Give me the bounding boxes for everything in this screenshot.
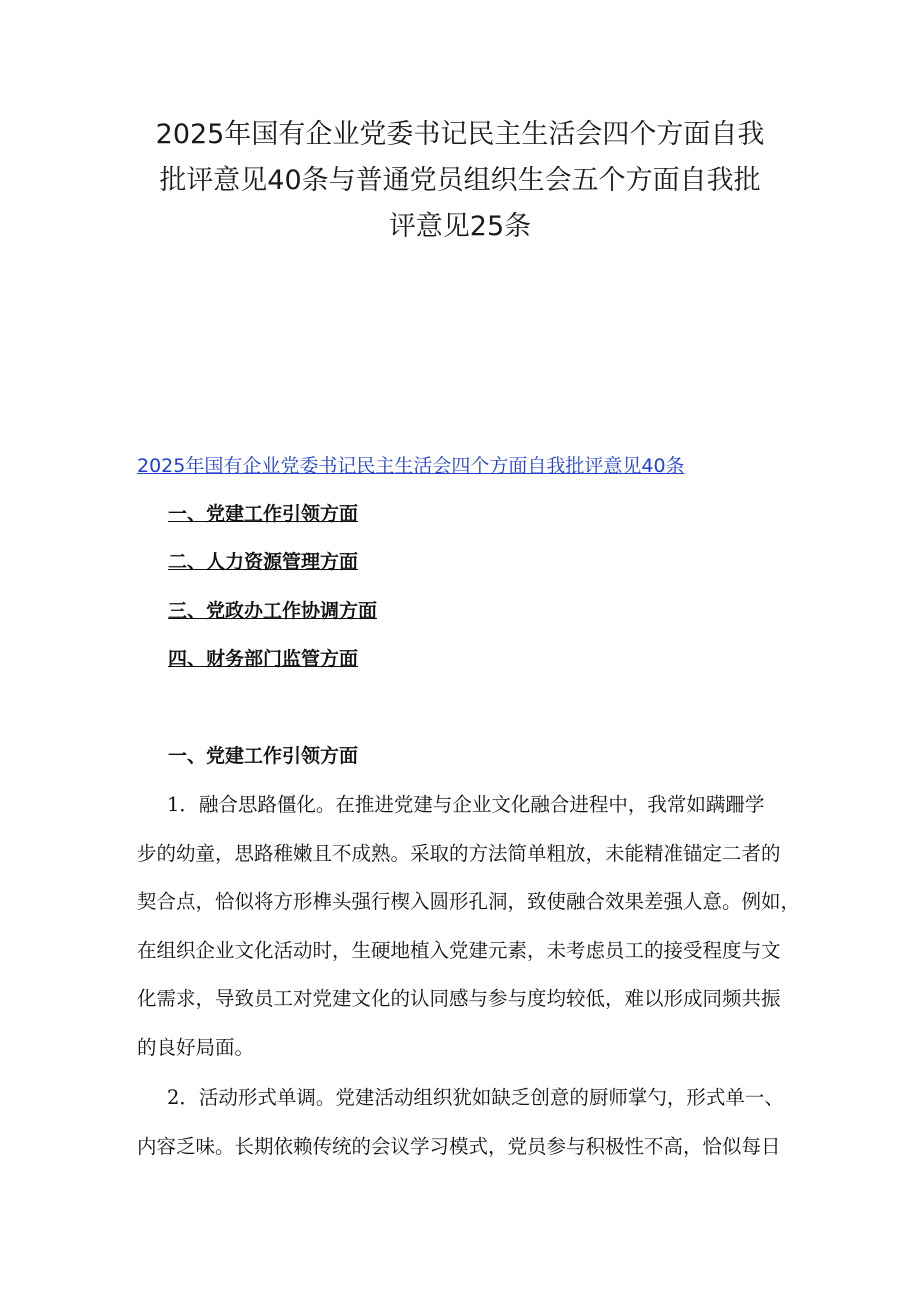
paragraph-line: 2．活动形式单调。党建活动组织犹如缺乏创意的厨师掌勺，形式单一、: [167, 1086, 784, 1109]
paragraph-line: 在组织企业文化活动时，生硬地植入党建元素，未考虑员工的接受程度与文: [137, 938, 781, 962]
title-line: 2025年国有企业党委书记民主生活会四个方面自我: [155, 119, 765, 150]
toc-item-finance-supervision[interactable]: 四、财务部门监管方面: [168, 648, 359, 670]
title-line: 评意见25条: [388, 211, 532, 242]
toc-link-main[interactable]: 2025年国有企业党委书记民主生活会四个方面自我批评意见40条: [137, 455, 685, 477]
title-line: 批评意见40条与普通党员组织生会五个方面自我批: [159, 165, 761, 196]
paragraph-1: [137, 781, 801, 1072]
paragraph-2: [137, 1074, 797, 1171]
paragraph-line: 1．融合思路僵化。在推进党建与企业文化融合进程中，我常如蹒跚学: [167, 793, 765, 816]
paragraph-line: 的良好局面。: [137, 1035, 255, 1059]
toc-item-party-building[interactable]: 一、党建工作引领方面: [168, 503, 359, 525]
paragraph-line: 步的幼童，思路稚嫩且不成熟。采取的方法简单粗放，未能精准锚定二者的: [137, 841, 781, 865]
paragraph-line: 化需求，导致员工对党建文化的认同感与参与度均较低，难以形成同频共振: [137, 987, 781, 1010]
toc-item-office-coordination[interactable]: 三、党政办工作协调方面: [168, 600, 378, 622]
paragraph-line: 内容乏味。长期依赖传统的会议学习模式，党员参与积极性不高，恰似每日: [137, 1134, 781, 1158]
document-title: [120, 112, 800, 250]
toc-item-human-resources[interactable]: 二、人力资源管理方面: [168, 551, 359, 573]
paragraph-line: 契合点，恰似将方形榫头强行楔入圆形孔洞，致使融合效果差强人意。例如，: [137, 890, 801, 913]
section-heading: 一、党建工作引领方面: [168, 745, 359, 767]
